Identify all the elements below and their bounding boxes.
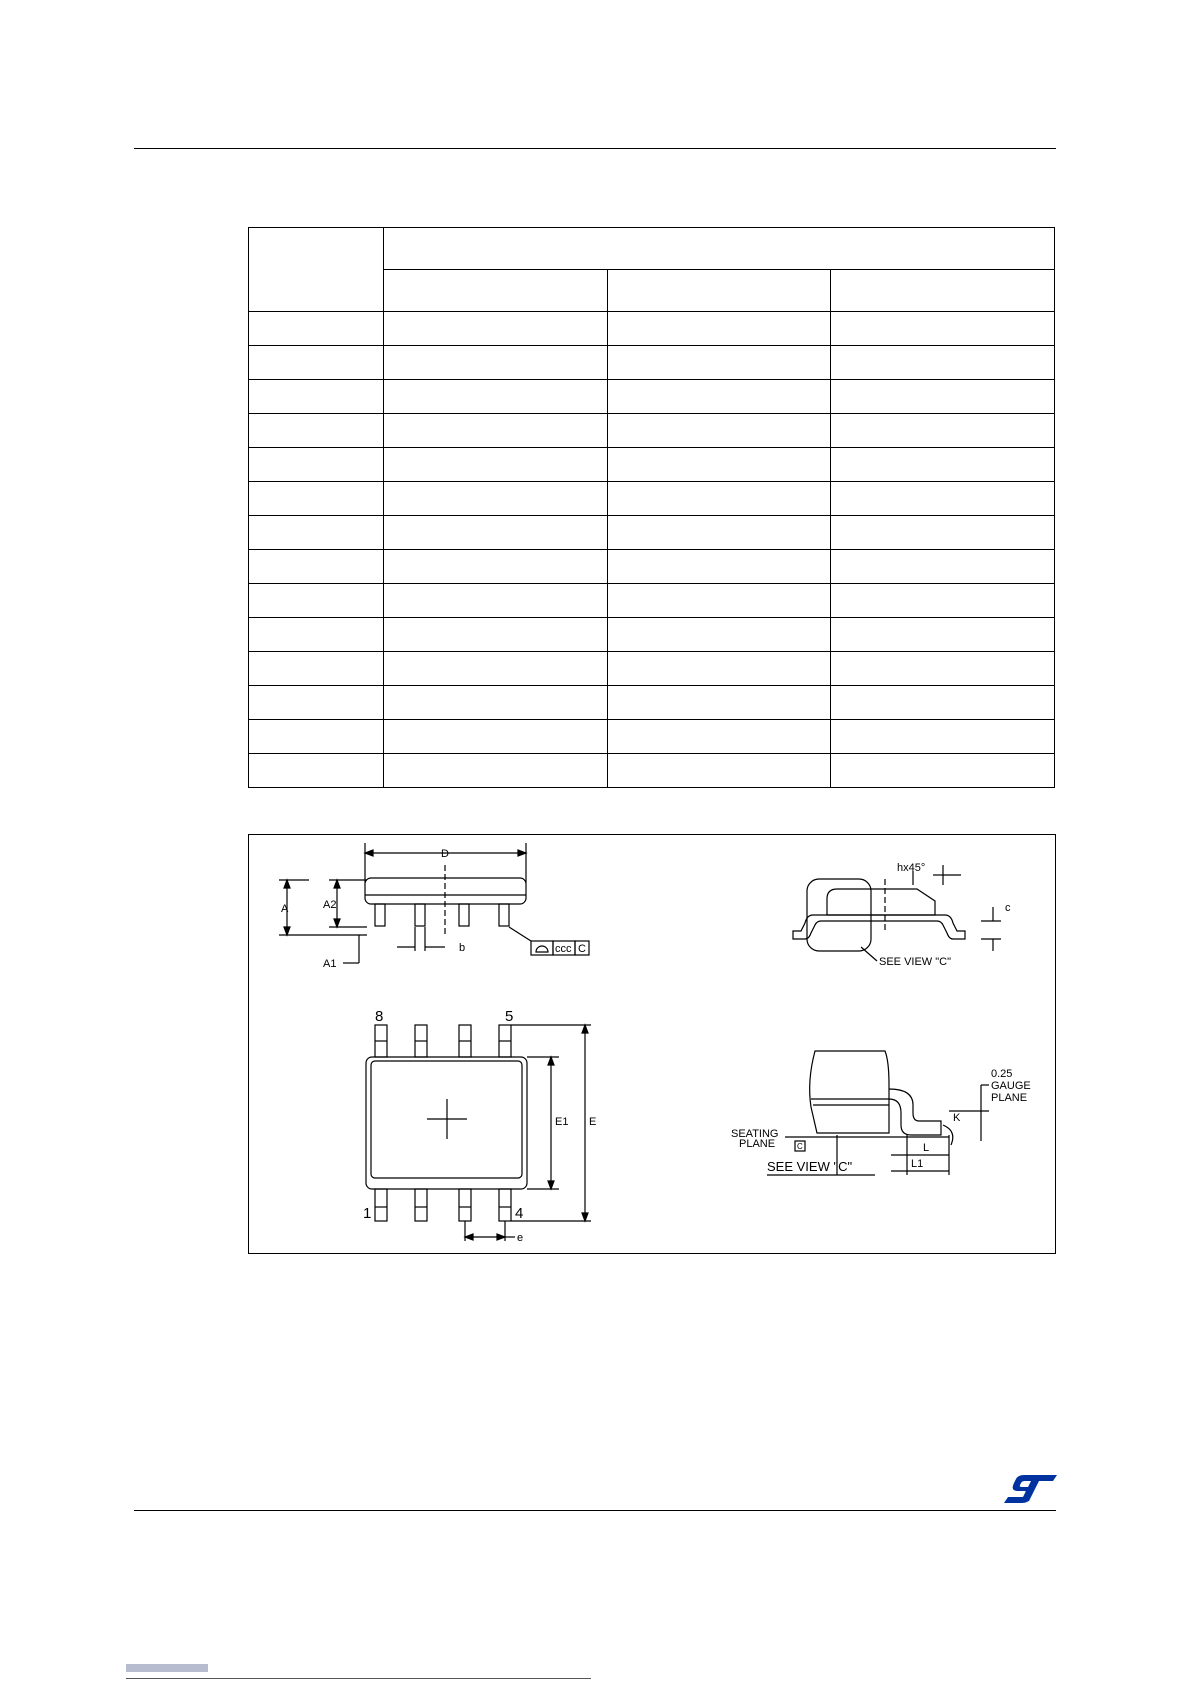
table-row xyxy=(249,584,1055,618)
dim-label-d: D xyxy=(441,848,449,860)
dim-label-a2: A2 xyxy=(323,899,337,911)
dim-label-b: b xyxy=(459,942,466,954)
st-logo xyxy=(1003,1473,1059,1503)
gauge-plane-label: PLANE xyxy=(991,1092,1028,1104)
table-row xyxy=(249,380,1055,414)
end-view xyxy=(793,862,1011,968)
footer-rule xyxy=(134,1510,1056,1511)
pin-label-1: 1 xyxy=(363,1205,372,1222)
table-row xyxy=(249,414,1055,448)
top-view xyxy=(363,1008,596,1244)
table-row xyxy=(249,312,1055,346)
gauge-value-label: 0.25 xyxy=(991,1068,1013,1080)
table-row xyxy=(249,720,1055,754)
dim-label-datum-c: C xyxy=(578,943,586,955)
header-dim-cell xyxy=(249,228,384,312)
table-row xyxy=(249,516,1055,550)
link-bar[interactable] xyxy=(126,1664,208,1672)
see-view-c-label-bottom: SEE VIEW "C" xyxy=(767,1159,853,1174)
header-min-cell xyxy=(384,270,608,312)
package-drawing xyxy=(249,835,1055,1253)
table-row xyxy=(249,618,1055,652)
footer-thin-line xyxy=(126,1678,591,1679)
table-row xyxy=(249,448,1055,482)
header-rule xyxy=(134,148,1056,149)
seating-label: SEATING xyxy=(731,1128,779,1140)
dim-label-l: L xyxy=(923,1142,930,1154)
table-row xyxy=(249,482,1055,516)
package-outline-figure xyxy=(248,834,1056,1254)
dimensions-table xyxy=(248,227,1055,788)
see-view-c-label-top: SEE VIEW "C" xyxy=(879,956,951,968)
table-row xyxy=(249,754,1055,788)
dim-label-e1: E1 xyxy=(555,1116,569,1128)
dim-label-pitch-e: e xyxy=(517,1232,524,1244)
dim-label-a1: A1 xyxy=(323,958,337,970)
table-row xyxy=(249,686,1055,720)
dim-label-e: E xyxy=(589,1116,597,1128)
side-view xyxy=(279,843,589,970)
dim-label-l1: L1 xyxy=(911,1158,924,1170)
header-max-cell xyxy=(831,270,1055,312)
seating-plane-label: PLANE xyxy=(739,1138,776,1150)
seating-datum-c: C xyxy=(797,1142,803,1151)
table-row xyxy=(249,550,1055,584)
dim-label-a: A xyxy=(281,903,289,915)
pin-label-4: 4 xyxy=(515,1205,524,1222)
dim-label-hx45: hx45° xyxy=(897,862,926,874)
dim-label-c: c xyxy=(1005,902,1011,914)
detail-view-c xyxy=(731,1051,1031,1175)
angle-label-k: K xyxy=(953,1112,961,1124)
gauge-word-label: GAUGE xyxy=(991,1080,1031,1092)
table-row xyxy=(249,652,1055,686)
table-row xyxy=(249,346,1055,380)
dim-label-ccc: ccc xyxy=(555,943,572,955)
pin-label-8: 8 xyxy=(375,1008,384,1025)
pin-label-5: 5 xyxy=(505,1008,514,1025)
header-typ-cell xyxy=(608,270,831,312)
header-unit-cell xyxy=(384,228,1055,270)
